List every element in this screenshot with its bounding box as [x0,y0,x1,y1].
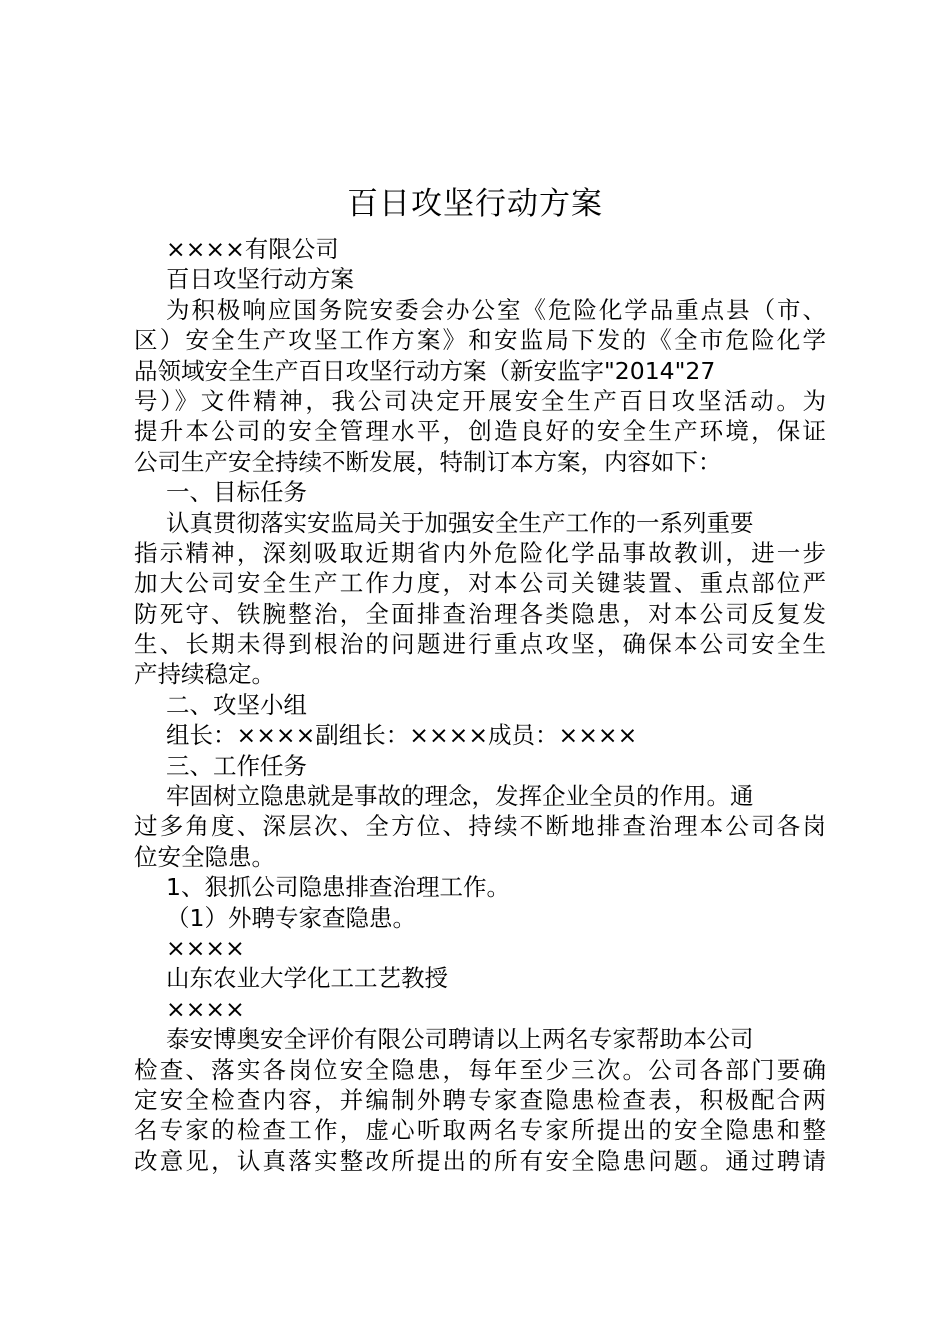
paragraph-line: 产持续稳定。 [134,660,275,689]
team-members-line: 组长：××××副组长：××××成员：×××× [166,721,638,750]
paragraph-line: 改意见，认真落实整改所提出的所有安全隐患问题。通过聘请 [134,1146,826,1175]
paragraph-line: 过多角度、深层次、全方位、持续不断地排查治理本公司各岗 [134,812,826,841]
document-title: 百日攻坚行动方案 [347,186,603,222]
paragraph-line: 泰安博奥安全评价有限公司聘请以上两名专家帮助本公司 [166,1025,754,1054]
paragraph-line: 号）》文件精神，我公司决定开展安全生产百日攻坚活动。为 [134,386,826,415]
paragraph-line: 提升本公司的安全管理水平，创造良好的安全生产环境，保证 [134,417,826,446]
paragraph-line: 牢固树立隐患就是事故的理念，发挥企业全员的作用。通 [166,782,754,811]
paragraph-line: 加大公司安全生产工作力度，对本公司关键装置、重点部位严 [134,569,826,598]
expert-name-line: ×××× [166,994,245,1023]
paragraph-line: 位安全隐患。 [134,842,275,871]
paragraph-line: 检查、落实各岗位安全隐患，每年至少三次。公司各部门要确 [134,1055,826,1084]
subtitle-line: 百日攻坚行动方案 [166,265,354,294]
paragraph-line: 区）安全生产攻坚工作方案》和安监局下发的《全市危险化学 [134,326,826,355]
paragraph-line: 名专家的检查工作，虚心听取两名专家所提出的安全隐患和整 [134,1116,826,1145]
paragraph-line: 公司生产安全持续不断发展，特制订本方案，内容如下： [134,447,722,476]
expert-name-line: ×××× [166,933,245,962]
paragraph-line: 为积极响应国务院安委会办公室《危险化学品重点县（市、 [166,295,826,324]
document-body [134,234,826,1176]
paragraph-line: 定安全检查内容，并编制外聘专家查隐患检查表，积极配合两 [134,1085,826,1114]
paragraph-line: 生、长期未得到根治的问题进行重点攻坚，确保本公司安全生 [134,630,826,659]
paragraph-line: 认真贯彻落实安监局关于加强安全生产工作的一系列重要 [166,508,754,537]
section-heading: 一、目标任务 [166,478,307,507]
section-heading: 二、攻坚小组 [166,690,307,719]
section-heading: 三、工作任务 [166,751,307,780]
paragraph-line: 指示精神，深刻吸取近期省内外危险化学品事故教训，进一步 [134,538,826,567]
subsection-heading: 1、狠抓公司隐患排查治理工作。 [166,873,510,902]
expert-title-line: 山东农业大学化工工艺教授 [166,964,448,993]
company-name-line: ××××有限公司 [166,235,339,263]
paragraph-line: 品领域安全生产百日攻坚行动方案（新安监字"2014"27 [134,356,716,385]
item-heading: （1）外聘专家查隐患。 [166,903,416,932]
paragraph-line: 防死守、铁腕整治，全面排查治理各类隐患，对本公司反复发 [134,599,826,628]
